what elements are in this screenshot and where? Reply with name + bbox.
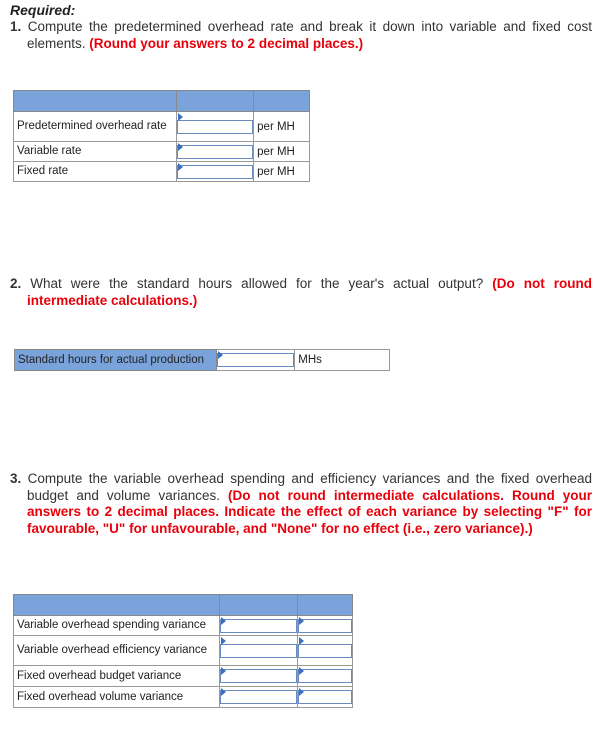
q2-unit: MHs [295, 350, 390, 371]
dropdown-marker-icon [299, 667, 304, 675]
q3-value-cell [220, 616, 298, 636]
q3-table [13, 594, 353, 708]
q1-row-label: Predetermined overhead rate [14, 112, 177, 142]
spending-variance-input[interactable] [220, 619, 297, 633]
q1-row-fixed [14, 162, 310, 182]
q3-effect-cell [298, 616, 353, 636]
q3-header-row [14, 595, 353, 616]
q3-row-label: Variable overhead efficiency variance [14, 636, 220, 666]
budget-variance-input[interactable] [220, 669, 297, 683]
q3-number: 3. [10, 471, 22, 486]
q1-header-row [14, 91, 310, 112]
budget-effect-select[interactable] [298, 669, 352, 683]
input-marker-icon [221, 688, 226, 696]
q3-row-efficiency [14, 636, 353, 666]
q1-number: 1. [10, 19, 22, 34]
input-marker-icon [178, 113, 183, 121]
question-2 [10, 276, 592, 309]
input-marker-icon [221, 637, 226, 645]
q3-effect-cell [298, 636, 353, 666]
variable-rate-input[interactable] [177, 145, 254, 159]
q3-effect-cell [298, 687, 353, 708]
q1-text: Compute the predetermined overhead rate and break it down into variable and fixed cost elements. [27, 19, 592, 51]
q3-value-cell [220, 636, 298, 666]
q1-note: (Round your answers to 2 decimal places.) [89, 35, 364, 51]
q3-row-label: Fixed overhead budget variance [14, 666, 220, 687]
q1-input-cell [176, 162, 254, 182]
q2-text: What were the standard hours allowed for the year's actual output? [30, 276, 484, 291]
spending-effect-select[interactable] [298, 619, 352, 633]
q2-row [15, 350, 390, 371]
efficiency-effect-select[interactable] [298, 644, 352, 658]
input-marker-icon [218, 351, 223, 359]
q3-row-label: Fixed overhead volume variance [14, 687, 220, 708]
volume-effect-select[interactable] [298, 690, 352, 704]
q1-input-cell [176, 142, 254, 162]
q3-row-spending [14, 616, 353, 636]
q2-number: 2. [10, 276, 22, 291]
input-marker-icon [221, 667, 226, 675]
question-3 [10, 471, 592, 537]
q3-row-budget [14, 666, 353, 687]
standard-hours-input[interactable] [217, 353, 294, 367]
dropdown-marker-icon [299, 637, 304, 645]
q3-value-cell [220, 687, 298, 708]
input-marker-icon [221, 617, 226, 625]
dropdown-marker-icon [299, 688, 304, 696]
q1-table [13, 90, 310, 182]
input-marker-icon [178, 143, 183, 151]
q1-row-predetermined [14, 112, 310, 142]
question-1 [10, 19, 592, 52]
dropdown-marker-icon [299, 617, 304, 625]
input-marker-icon [178, 163, 183, 171]
q3-row-volume [14, 687, 353, 708]
q1-row-label: Variable rate [14, 142, 177, 162]
q1-unit: per MH [254, 142, 310, 162]
q2-table [14, 349, 390, 371]
efficiency-variance-input[interactable] [220, 644, 297, 658]
q1-unit: per MH [254, 112, 310, 142]
q1-row-label: Fixed rate [14, 162, 177, 182]
q1-row-variable [14, 142, 310, 162]
q1-unit: per MH [254, 162, 310, 182]
q3-effect-cell [298, 666, 353, 687]
q3-row-label: Variable overhead spending variance [14, 616, 220, 636]
q2-row-label: Standard hours for actual production [15, 350, 217, 371]
q2-note: (Do not round intermediate calculations.) [27, 276, 592, 308]
q3-note: (Do not round intermediate calculations. Round your answers to 2 decimal places. Indicate the effect of each variance by selecting "F" for favourable, "U" for unfavourable, and "None" for no effect (i.e., zero variance).) [27, 487, 592, 536]
required-heading: Required: [10, 2, 76, 18]
q3-value-cell [220, 666, 298, 687]
predetermined-rate-input[interactable] [177, 120, 254, 134]
fixed-rate-input[interactable] [177, 165, 254, 179]
q3-text: Compute the variable overhead spending and efficiency variances and the fixed overhead budget and volume variances. [27, 471, 592, 503]
q2-input-cell [217, 350, 295, 371]
q1-input-cell [176, 112, 254, 142]
volume-variance-input[interactable] [220, 690, 297, 704]
